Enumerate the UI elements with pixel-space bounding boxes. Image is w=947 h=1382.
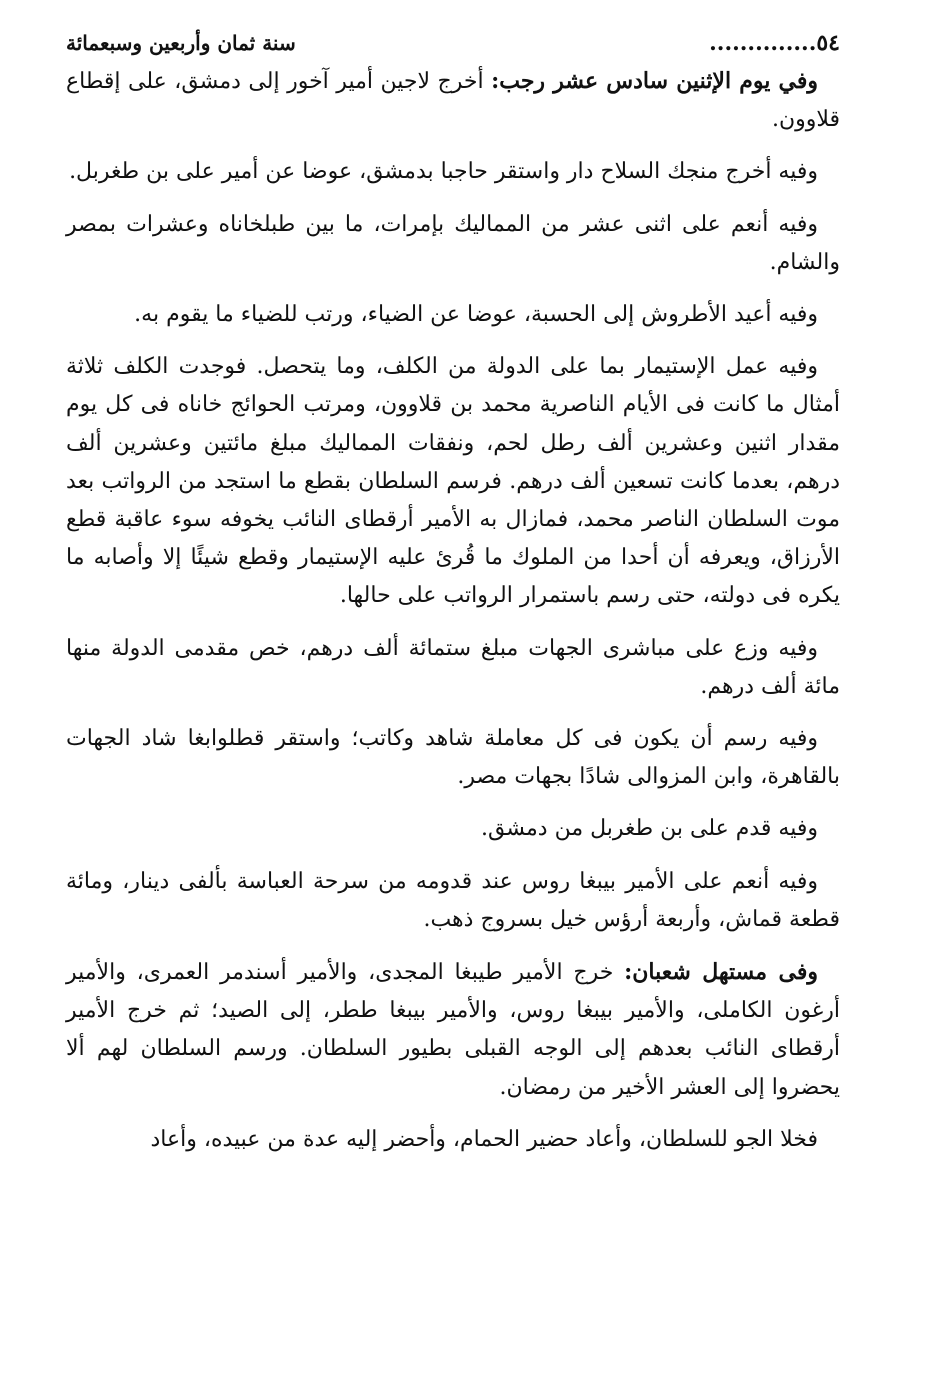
paragraph: [66, 296, 840, 334]
paragraph-lead: وفي يوم الإثنين سادس عشر رجب:: [491, 68, 818, 94]
running-title: سنة ثمان وأربعين وسبعمائة: [66, 31, 296, 55]
paragraph-text: فخلا الجو للسلطان، وأعاد حضير الحمام، وأحضر إليه عدة من عبيده، وأعاد: [150, 1126, 818, 1152]
page-header: [66, 26, 840, 60]
paragraph: [66, 630, 840, 706]
paragraph-text: وفيه عمل الإستيمار بما على الدولة من الكلف، وما يتحصل. فوجدت الكلف ثلاثة أمثال ما كانت فى الأيام الناصرية محمد بن قلاوون، ومرتب الحوائج خاناه فى كل يوم مقدار اثنين وعشرين ألف رطل لحم، ونفقات المماليك مبلغ مائتين وعشرين ألف درهم، بعدما كانت تسعين ألف درهم. فرسم السلطان بقطع ما استجد من الرواتب بعد موت السلطان الناصر محمد، فمازال به الأمير أرقطاى النائب يخوفه سوء عاقبة قطع الأرزاق، ويعرفه أن أحدا من الملوك ما قُرئ عليه الإستيمار وقطع شيئًا إلا وأصابه ما يكره فى دولته، حتى رسم باستمرار الرواتب على حالها.: [66, 354, 840, 609]
paragraph: [66, 153, 840, 191]
paragraph-text: وفيه أنعم على اثنى عشر من المماليك بإمرات، ما بين طبلخاناه وعشرات بمصر والشام.: [66, 211, 840, 275]
paragraph-text: أخرج لاجين أمير آخور إلى دمشق، على إقطاع قلاوون.: [66, 69, 840, 133]
book-page: [66, 26, 840, 1159]
paragraph-text: وفيه وزع على مباشرى الجهات مبلغ ستمائة ألف درهم، خص مقدمى الدولة منها مائة ألف درهم.: [66, 635, 840, 699]
paragraph: [66, 863, 840, 939]
paragraph: [66, 348, 840, 615]
paragraph-text: وفيه قدم على بن طغربل من دمشق.: [481, 816, 818, 842]
paragraph-lead: وفى مستهل شعبان:: [624, 959, 819, 986]
paragraph: [66, 1121, 840, 1159]
paragraph: [66, 953, 840, 1107]
paragraph: [66, 62, 840, 139]
paragraph: [66, 206, 840, 282]
paragraph-text: وفيه أعيد الأطروش إلى الحسبة، عوضا عن الضياء، ورتب للضياء ما يقوم به.: [134, 302, 818, 328]
paragraph-text: وفيه أنعم على الأمير بيبغا روس عند قدومه من سرحة العباسة بألفى دينار، ومائة قطعة قماش، وأربعة أرؤس خيل بسروج ذهب.: [66, 868, 840, 932]
paragraph: [66, 810, 840, 848]
paragraph-text: وفيه أخرج منجك السلاح دار واستقر حاجبا بدمشق، عوضا عن أمير على بن طغربل.: [69, 159, 818, 185]
paragraph-text: وفيه رسم أن يكون فى كل معاملة شاهد وكاتب؛ واستقر قطلوابغا شاد الجهات بالقاهرة، وابن المزوالى شادًا بجهات مصر.: [66, 726, 840, 790]
paragraph: [66, 720, 840, 796]
page-number: ٥٤..............: [709, 30, 840, 56]
paragraph-text: خرج الأمير طيبغا المجدى، والأمير أسندمر العمرى، والأمير أرغون الكاملى، والأمير بيبغا روس، والأمير بيبغا ططر، إلى الصيد؛ ثم خرج الأمير أرقطاى النائب بعدهم إلى الوجه القبلى بطيور السلطان. ورسم السلطان لهم ألا يحضروا إلى العشر الأخير من رمضان.: [66, 960, 840, 1100]
